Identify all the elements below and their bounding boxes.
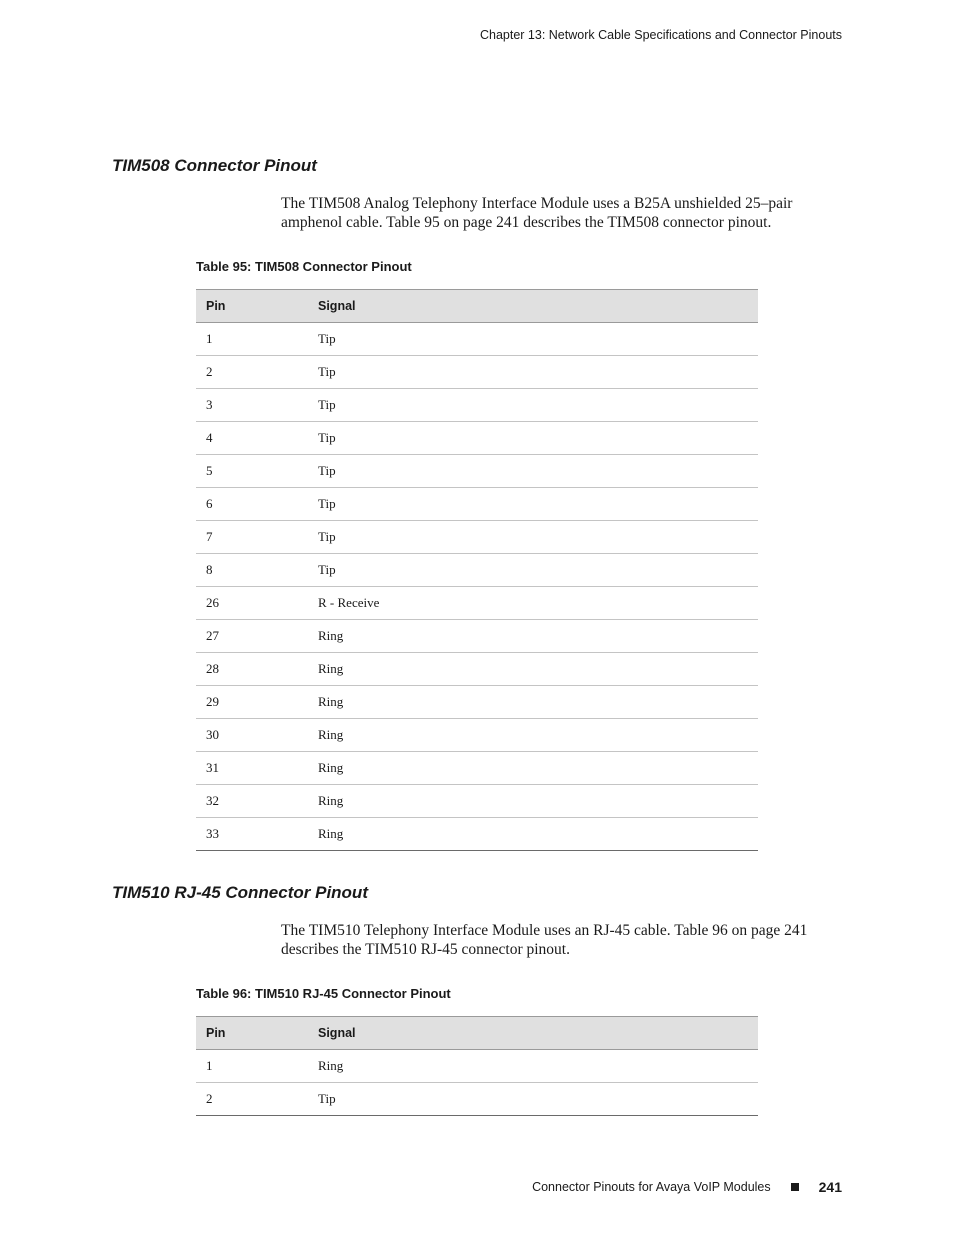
signal-cell: Ring: [308, 653, 758, 686]
column-header-signal: Signal: [308, 1017, 758, 1050]
signal-cell: Ring: [308, 752, 758, 785]
table-row: [196, 422, 758, 455]
signal-cell: Tip: [308, 389, 758, 422]
table-row: [196, 521, 758, 554]
table-row: [196, 620, 758, 653]
pin-cell: 6: [196, 488, 308, 521]
section-heading-tim508: TIM508 Connector Pinout: [112, 156, 317, 175]
table-row: [196, 818, 758, 851]
table-row: [196, 356, 758, 389]
table-row: [196, 389, 758, 422]
pinout-table-tim508: [196, 289, 758, 851]
page-number: 241: [818, 1179, 842, 1195]
section-heading-tim510: TIM510 RJ-45 Connector Pinout: [112, 883, 368, 902]
table-row: [196, 686, 758, 719]
pin-cell: 30: [196, 719, 308, 752]
table-row: [196, 587, 758, 620]
table-row: [196, 752, 758, 785]
table-row: [196, 785, 758, 818]
signal-cell: R - Receive: [308, 587, 758, 620]
pinout-table-tim510: [196, 1016, 758, 1116]
signal-cell: Tip: [308, 521, 758, 554]
intro-paragraph-tim508: The TIM508 Analog Telephony Interface Module uses a B25A unshielded 25–pair amphenol cable. Table 95 on page 241 describes the TIM508 connector pinout.: [281, 195, 793, 231]
pin-cell: 27: [196, 620, 308, 653]
table-row: [196, 323, 758, 356]
table-row: [196, 719, 758, 752]
pin-cell: 2: [196, 1083, 308, 1116]
column-header-signal: Signal: [308, 290, 758, 323]
column-header-pin: Pin: [196, 290, 308, 323]
pin-cell: 3: [196, 389, 308, 422]
intro-paragraph-tim510: The TIM510 Telephony Interface Module uses an RJ-45 cable. Table 96 on page 241 describes the TIM510 RJ-45 connector pinout.: [281, 922, 808, 958]
pin-cell: 31: [196, 752, 308, 785]
pin-cell: 2: [196, 356, 308, 389]
pin-cell: 28: [196, 653, 308, 686]
signal-cell: Ring: [308, 620, 758, 653]
table-row: [196, 455, 758, 488]
signal-cell: Ring: [308, 719, 758, 752]
pin-cell: 32: [196, 785, 308, 818]
running-header: Chapter 13: Network Cable Specifications and Connector Pinouts: [479, 28, 842, 42]
square-bullet-icon: [791, 1183, 799, 1191]
signal-cell: Tip: [308, 455, 758, 488]
column-header-pin: Pin: [196, 1017, 308, 1050]
table-row: [196, 488, 758, 521]
pin-cell: 5: [196, 455, 308, 488]
signal-cell: Tip: [308, 356, 758, 389]
table-row: [196, 554, 758, 587]
pin-cell: 4: [196, 422, 308, 455]
signal-cell: Tip: [308, 554, 758, 587]
pin-cell: 8: [196, 554, 308, 587]
table-caption-96: Table 96: TIM510 RJ-45 Connector Pinout: [196, 986, 451, 1001]
pin-cell: 1: [196, 323, 308, 356]
table-row: [196, 1050, 758, 1083]
pin-cell: 26: [196, 587, 308, 620]
table-caption-95: Table 95: TIM508 Connector Pinout: [196, 259, 412, 274]
table-row: [196, 653, 758, 686]
pin-cell: 1: [196, 1050, 308, 1083]
table-row: [196, 1083, 758, 1116]
pin-cell: 33: [196, 818, 308, 851]
signal-cell: Tip: [308, 488, 758, 521]
signal-cell: Ring: [308, 818, 758, 851]
pin-cell: 7: [196, 521, 308, 554]
signal-cell: Tip: [308, 422, 758, 455]
footer-title: Connector Pinouts for Avaya VoIP Modules: [532, 1180, 771, 1194]
signal-cell: Ring: [308, 785, 758, 818]
signal-cell: Tip: [308, 323, 758, 356]
signal-cell: Tip: [308, 1083, 758, 1116]
page-footer: [532, 1179, 842, 1195]
signal-cell: Ring: [308, 686, 758, 719]
table-header-row: [196, 290, 758, 323]
table-header-row: [196, 1017, 758, 1050]
signal-cell: Ring: [308, 1050, 758, 1083]
pin-cell: 29: [196, 686, 308, 719]
